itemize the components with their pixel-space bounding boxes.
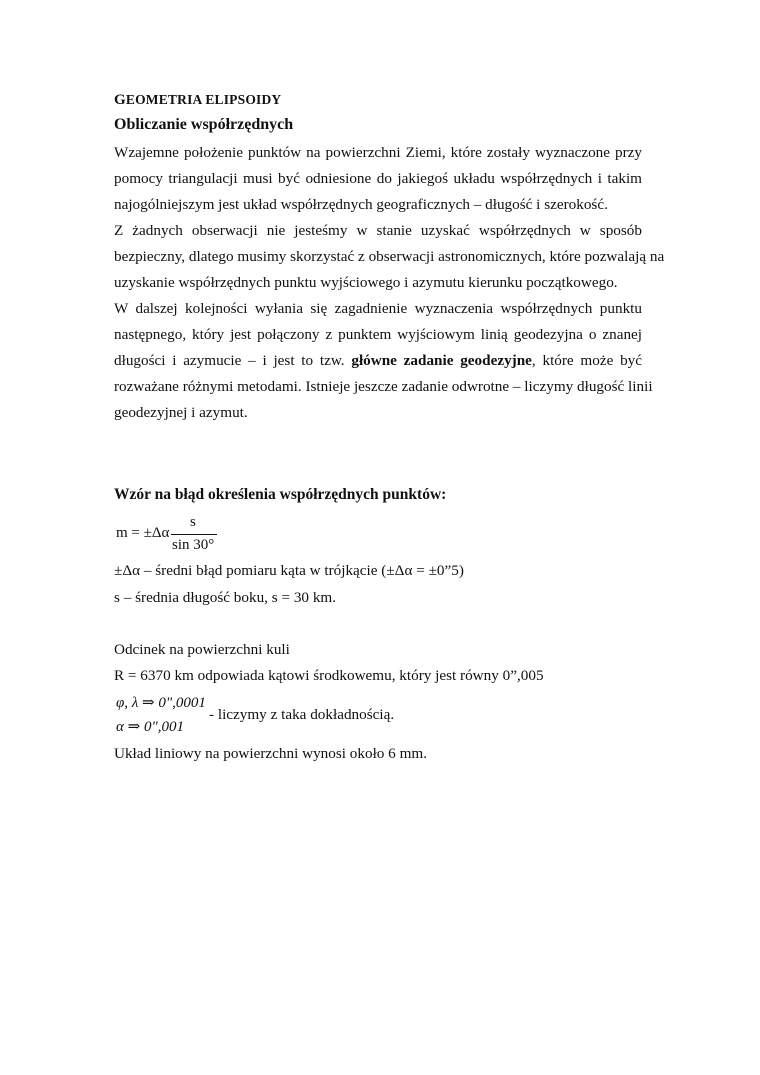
- paragraph-line: uzyskanie współrzędnych punktu wyjściowego i azymutu kierunku początkowego.: [114, 274, 618, 291]
- error-formula-heading: Wzór na błąd określenia współrzędnych punktów:: [114, 486, 447, 503]
- p3-line3-post: , które może być: [531, 352, 643, 369]
- paragraph-line: W dalszej kolejności wyłania się zagadnienie wyznaczenia współrzędnych punktu: [114, 300, 642, 317]
- formula-denominator: sin 30°: [172, 537, 215, 553]
- formula-numerator: s: [190, 514, 196, 530]
- paragraph-3: [114, 296, 653, 426]
- paragraph-line: Z żadnych obserwacji nie jesteśmy w stanie uzyskać współrzędnych w sposób: [114, 222, 642, 239]
- paragraph-line: pomocy triangulacji musi być odniesione do jakiegoś układu współrzędnych i takim: [114, 170, 642, 187]
- main-geodetic-task-term: główne zadanie geodezyjne: [351, 352, 532, 369]
- paragraph-line: [114, 348, 642, 374]
- paragraph-2: [114, 218, 665, 296]
- precision-phi-lambda: φ, λ ⇒ 0",0001: [116, 695, 206, 711]
- paragraph-line: najogólniejszym jest układ współrzędnych geograficznych – długość i szerokość.: [114, 196, 608, 213]
- delta-alpha-definition: ±Δα – średni błąd pomiaru kąta w trójkącie (±Δα = ±0”5): [114, 562, 464, 579]
- linear-shift-line: Układ liniowy na powierzchni wynosi około 6 mm.: [114, 745, 427, 762]
- paragraph-line: bezpieczny, dlatego musimy skorzystać z obserwacji astronomicznych, które pozwalają na: [114, 248, 665, 265]
- section-title: [114, 92, 281, 109]
- sphere-segment-heading: Odcinek na powierzchni kuli: [114, 641, 290, 658]
- title-initial: G: [114, 92, 126, 108]
- side-length-definition: s – średnia długość boku, s = 30 km.: [114, 589, 337, 606]
- radius-line: R = 6370 km odpowiada kątowi środkowemu, który jest równy 0”,005: [114, 667, 544, 684]
- precision-note: - liczymy z taka dokładnością.: [209, 706, 395, 723]
- paragraph-line: Wzajemne położenie punktów na powierzchni Ziemi, które zostały wyznaczone przy: [114, 144, 642, 161]
- title-rest: EOMETRIA ELIPSOIDY: [125, 92, 282, 107]
- p3-line3-pre: długości i azymucie – i jest to tzw.: [114, 352, 352, 369]
- paragraph-line: następnego, który jest połączony z punktem wyjściowym linią geodezyjna o znanej: [114, 326, 642, 343]
- formula-lhs: m = ±Δα: [116, 525, 170, 541]
- paragraph-line: rozważane różnymi metodami. Istnieje jeszcze zadanie odwrotne – liczymy długość linii: [114, 378, 653, 395]
- paragraph-line: geodezyjnej i azymut.: [114, 404, 248, 421]
- fraction-bar: [171, 534, 217, 535]
- precision-alpha: α ⇒ 0",001: [116, 719, 184, 735]
- subtitle: Obliczanie współrzędnych: [114, 116, 294, 133]
- paragraph-1: [114, 140, 642, 218]
